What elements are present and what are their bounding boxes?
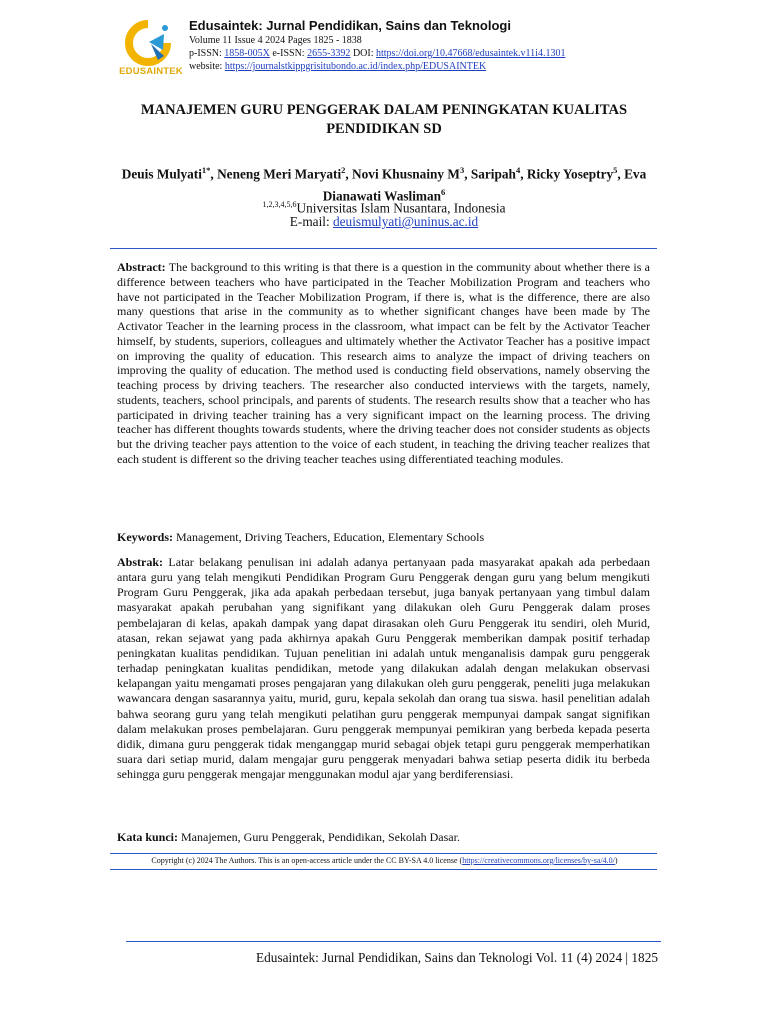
license-link[interactable]: https://creativecommons.org/licenses/by-sa/4.0/ [462,856,615,865]
volume-line: Volume 11 Issue 4 2024 Pages 1825 - 1838 [189,35,362,46]
author-name: Deuis Mulyati [121,166,202,182]
author-sup: 2 [341,165,346,175]
abstract-label: Abstract: [117,260,166,274]
affiliation-text: Universitas Islam Nusantara, Indonesia [296,200,506,216]
doi-link[interactable]: https://doi.org/10.47668/edusaintek.v11i4.1301 [376,48,566,59]
pissn-label: p-ISSN: [189,48,222,59]
author-sup: 3 [459,165,465,175]
author-name: Neneng Meri Maryati [217,166,342,182]
divider [110,853,657,854]
title-line-2: PENDIDIKAN SD [326,121,442,137]
divider [110,248,657,249]
title-line-1: MANAJEMEN GURU PENGGERAK DALAM PENINGKATAN KUALITAS [140,102,628,118]
abstrak-text: Latar belakang penulisan ini adalah adanya pertanyaan pada masyarakat apakah ada perbedaan antara guru yang telah mengikuti Pendidikan Program Guru Penggerak dengan guru yang belum mengikuti Program Guru Penggerak, jika ada apakah perbedaan tersebut, juga banyak pertanyaan yang timbul dalam masyarakat apakah perubahan yang signifikant yang dilakukan oleh Guru Penggerak dalam proses pembelajaran di kelas, apakah dampak yang dapat dirasakan oleh Guru Penggerak itu sendiri, oleh Murid, atasan, rekan sejawat yang pada akhirnya apakah Guru Penggerak memberikan dampak positif terhadap peningkatan kualitas pendidikan. Tujuan penelitian ini adalah untuk menganalisis dampak guru penggerak terhadap peningkatan kualitas pendidikan, metode yang dilakukan adalah dengan melakukan observasi kelapangan yaitu mengamati proses pengajaran yang dilakukan oleh guru penggerak, peneliti juga melakukan wawancara dengan sasarannya yaitu, murid, guru, kepala sekolah dan orang tua siswa. hasil penelitian adalah bahwa seorang guru yang telah mengikuti pelatihan guru penggerak mempunyai dampak sangat signifikan dalam melakukan proses pembelajaran. Guru penggerak mempunyai pemikiran yang berbeda kepada peserta didik, dimana guru penggerak tidak menganggap murid sebagai objek tetapi guru penggerak memperhatikan suara dari setiap murid, dalam mengajar guru penggerak menyadari bahwa setiap peserta didik itu berbeda sehingga guru penggerak mengajar menggunakan modul ajar yang berdiferensiasi. [117,555,651,782]
journal-header [189,17,669,73]
author-sup: 6 [441,187,446,198]
affiliation-sup: 1,2,3,4,5,6 [262,200,297,209]
author-name: Novi Khusnainy M [352,166,460,182]
author-list: Deuis Mulyati$^{1*}$, Neneng Meri Maryati$^2$, Novi Khusnainy $M^3$, Saripah$^4$, Ricky Yoseptry$^5$, Eva Dianawati Wasliman$^6$ [121,165,647,204]
pissn-link[interactable]: 1858-005X [224,48,270,59]
email-link[interactable]: deuismulyati@uninus.ac.id [333,214,479,229]
abstract-english [117,260,650,467]
abstrak-label: Abstrak: [117,555,164,569]
author-name: Ricky Yoseptry [526,166,614,182]
website-line [189,60,669,73]
journal-title: Edusaintek: Jurnal Pendidikan, Sains dan Teknologi [189,18,511,33]
website-label: website: [189,61,223,72]
keywords [117,530,650,545]
divider [110,869,657,870]
author-sup: 5 [613,165,618,175]
copyright-notice [112,855,657,866]
kata-kunci-label: Kata kunci: [117,830,179,844]
page-footer: Edusaintek: Jurnal Pendidikan, Sains dan Teknologi Vol. 11 (4) 2024 | 1825 [256,950,658,965]
kata-kunci [117,830,650,845]
paper-title [100,101,668,139]
email-label: E-mail: [289,214,330,229]
website-link[interactable]: https://journalstkippgrisitubondo.ac.id/index.php/EDUSAINTEK [224,61,487,72]
logo-text: EDUSAINTEK [119,66,183,77]
eissn-label: e-ISSN: [272,48,305,59]
abstract-indonesian [117,555,650,782]
copyright-close: ) [614,856,618,865]
author-name: Saripah [470,166,516,182]
abstract-text: The background to this writing is that there is a question in the community about whether there is a difference between teachers who have participated in the Teacher Mobilization Program and teachers who have not participated in the Teacher Mobilization Program, if there is, what is the difference, there are also many questions that arise in the community as to whether significant changes have been made by The Activator Teacher in the learning process in the classroom, what impact can be felt by the Activator Teacher himself, by students, superiors, colleagues and ultimately whether the Activator Teacher has a positive impact on improving the quality of education. This research aims to analyze the impact of driving teachers on improving the quality of education. The method used is conducting field observations, namely observing the teaching process by driving teachers. The researcher also conducted interviews with the targets, namely, students, teachers, school principals, and parents of students. The research results show that a teacher who has participated in driving teacher training has a very significant impact on the learning process. The driving teacher has different thoughts towards students, where the driving teacher does not consider students as objects but the driving teacher pays attention to the voice of each student, in teaching the driving teacher realizes that each student is different so the driving teacher teaches using differentiated teaching modules. [117,260,650,466]
author-sup: 1* [201,165,211,175]
keywords-label: Keywords: [117,530,173,544]
eissn-link[interactable]: 2655-3392 [307,48,351,59]
issn-doi-line [189,47,669,60]
author-sup: 4 [515,165,521,175]
author-name: Eva Dianawati Wasliman [322,166,647,204]
kata-kunci-text: Manajemen, Guru Penggerak, Pendidikan, Sekolah Dasar. [181,830,460,844]
keywords-text: Management, Driving Teachers, Education, Elementary Schools [176,530,485,544]
footer-divider [126,941,661,942]
doi-label: DOI: [352,48,374,59]
copyright-text: Copyright (c) 2024 The Authors. This is an open-access article under the CC BY-SA 4.0 license ( [151,856,463,865]
email-line [100,213,668,230]
